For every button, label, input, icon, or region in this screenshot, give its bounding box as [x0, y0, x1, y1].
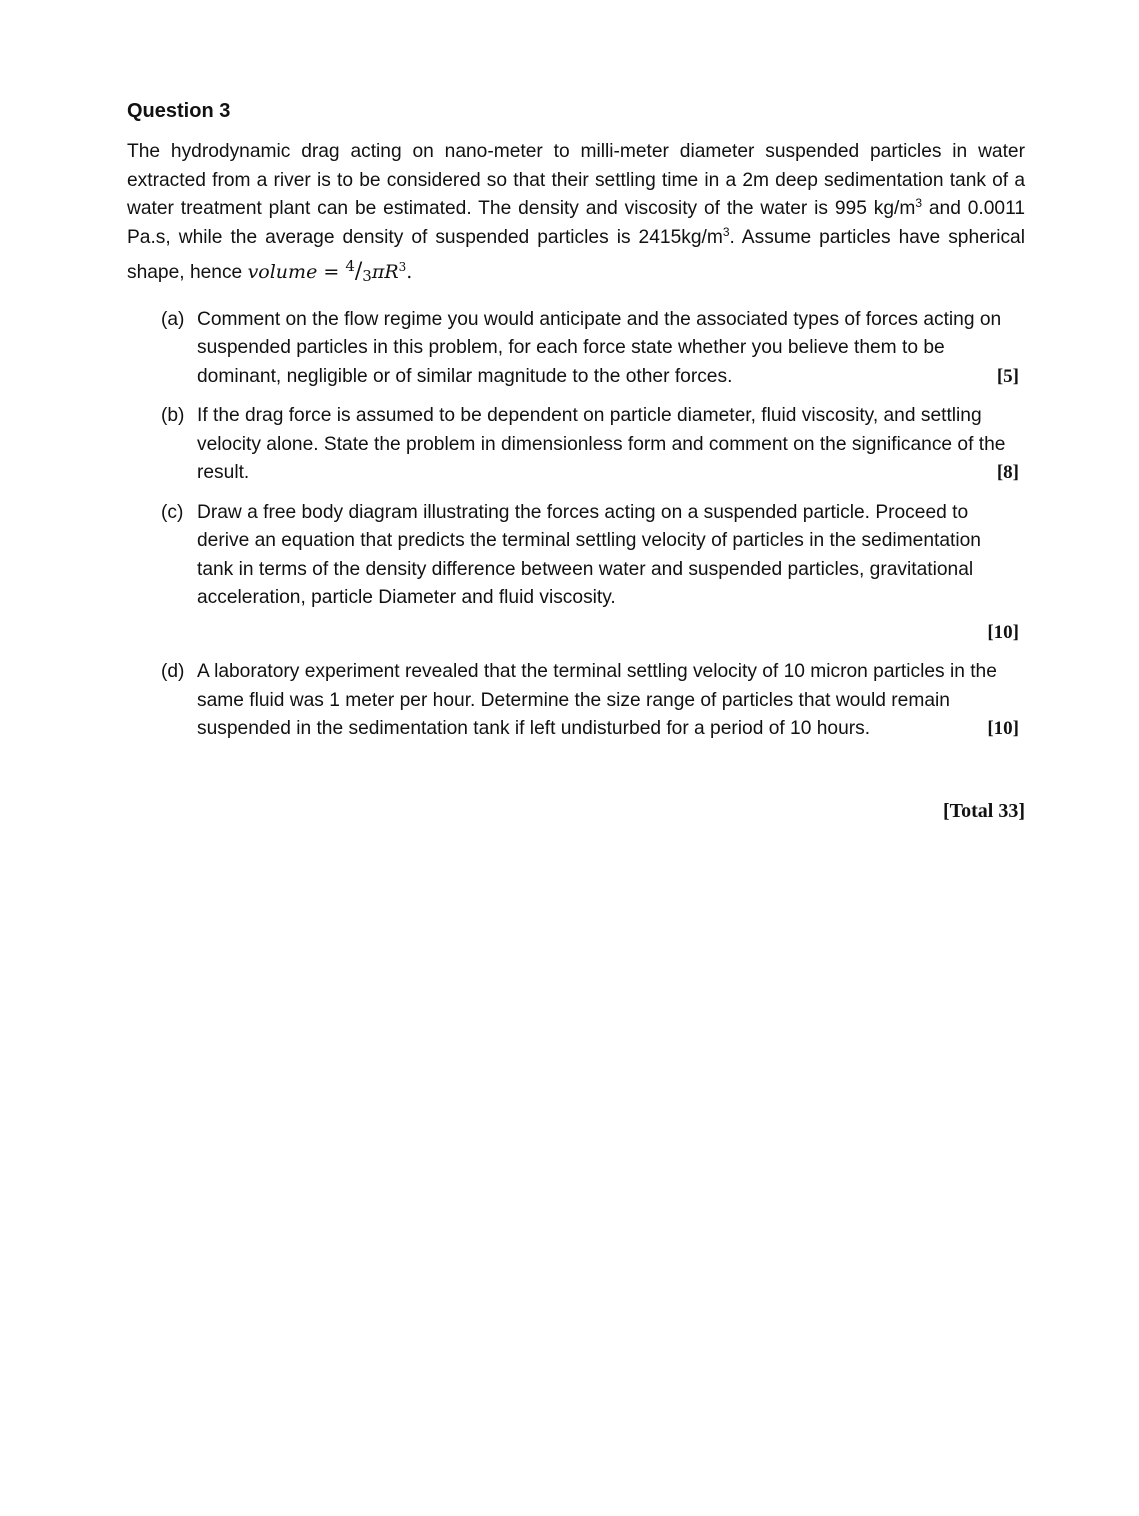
part-d-mark: [10] — [987, 718, 1019, 739]
formula-end: . — [406, 261, 413, 283]
part-a — [161, 306, 1019, 392]
part-b-mark: [8] — [996, 462, 1019, 483]
formula-denominator: 3 — [362, 267, 372, 285]
formula-numerator: 4 — [345, 257, 355, 275]
part-b-text: If the drag force is assumed to be dependent on particle diameter, fluid viscosity, and settling velocity alone. State the problem in dimensionless form and comment on the significance of the result. — [197, 405, 1006, 483]
part-c — [161, 499, 1019, 648]
intro-superscript-2: 3 — [722, 224, 730, 239]
formula-slash: / — [354, 259, 363, 284]
part-text — [197, 306, 1019, 392]
intro-text-3: . Assume particles have spherical shape, hence — [127, 226, 1025, 283]
part-label: (c) — [161, 501, 184, 523]
question-title: Question 3 — [127, 100, 231, 122]
question-intro — [127, 138, 1025, 291]
part-text — [197, 658, 1019, 744]
part-d-text: A laboratory experiment revealed that the terminal settling velocity of 10 micron particles in the same fluid was 1 meter per hour. Determine the size range of particles that would remain suspended in the sedimentation tank if left undisturbed for a period of 10 hours. — [197, 661, 997, 739]
question-parts — [127, 306, 1025, 744]
intro-text-1: The hydrodynamic drag acting on nano-meter to milli-meter diameter suspended particles in water extracted from a river is to be considered so that their settling time in a 2m deep sedimentation tank of a water treatment plant can be estimated. The density and viscosity of the water is 995 kg/m — [127, 141, 1025, 219]
total-marks: [Total 33] — [942, 799, 1025, 822]
part-label: (a) — [161, 308, 185, 330]
part-label: (d) — [161, 661, 185, 682]
part-c-text: Draw a free body diagram illustrating the forces acting on a suspended particle. Proceed to derive an equation that predicts the terminal settling velocity of particles in the sedimentation tank in terms of the density difference between water and suspended particles, gravitational acceleration, particle Diameter and fluid viscosity. — [197, 501, 981, 608]
intro-text-2: and 0.0011 Pa.s, while the average density of suspended particles is 2415kg/m — [127, 198, 1026, 248]
intro-superscript-1: 3 — [915, 196, 923, 210]
volume-formula — [247, 257, 413, 285]
part-b — [161, 402, 1019, 488]
part-c-mark: [10] — [987, 621, 1019, 643]
question-document — [127, 98, 1026, 822]
part-a-text: Comment on the flow regime you would anticipate and the associated types of forces acting on suspended particles in this problem, for each force state whether you believe them to be dominant, negligible or of similar magnitude to the other forces. — [197, 308, 1002, 387]
formula-lhs: volume — [247, 261, 318, 283]
formula-variable: R — [384, 261, 399, 283]
part-d — [161, 658, 1019, 744]
part-text — [197, 402, 1019, 488]
total-row — [127, 755, 1025, 822]
formula-equals: = — [317, 261, 346, 283]
formula-pi: π — [371, 261, 385, 283]
part-c-mark-line — [197, 619, 1019, 648]
part-label: (b) — [161, 405, 185, 426]
part-a-mark: [5] — [996, 365, 1019, 387]
formula-exponent: 3 — [398, 260, 407, 274]
